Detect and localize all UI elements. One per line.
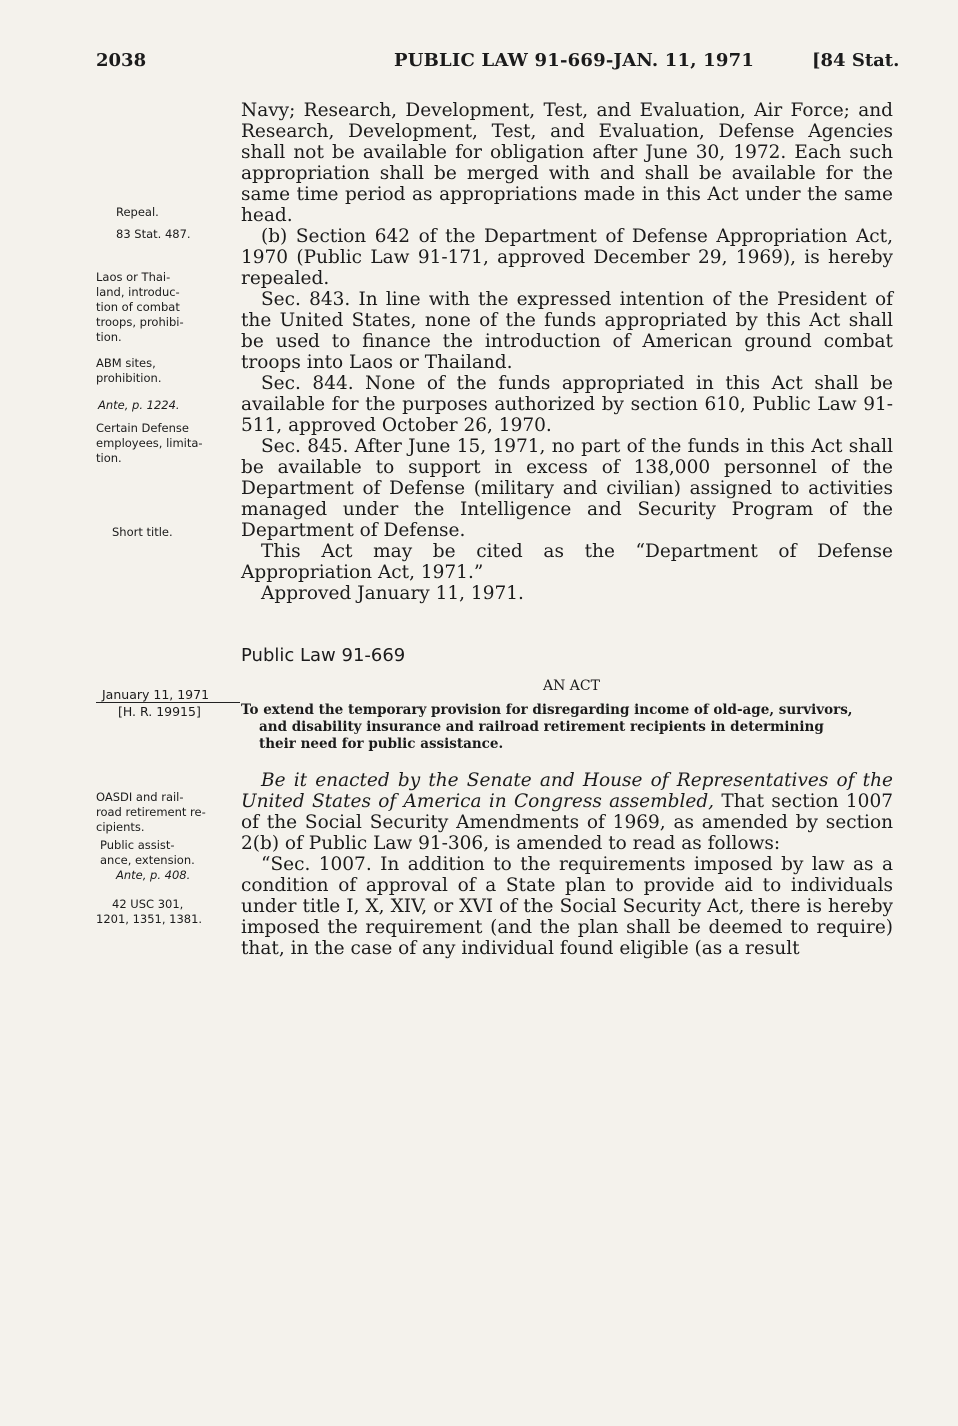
an-act-heading: AN ACT [543, 678, 600, 694]
sidenote-repeal: Repeal. [116, 205, 159, 219]
running-title: PUBLIC LAW 91-669-JAN. 11, 1971 [394, 50, 755, 71]
long-title: To extend the temporary provision for disregarding income of old-age, survivors, and disability insurance and railroad retirement recipients in determining their need for public assistance. [241, 702, 853, 752]
paragraph-short-title: This Act may be cited as the “Department of Defense Appropriation Act, 1971.” [241, 541, 893, 583]
main-text-lower [241, 770, 893, 959]
paragraph-sec-843: Sec. 843. In line with the expressed intention of the President of the United States, none of the funds appropriated by this Act shall be used to finance the introduction of American ground combat troops into Laos or Thailand. [241, 289, 893, 373]
sidenote-usc-citation: 42 USC 301, 1201, 1351, 1381. [96, 897, 203, 926]
sidenote-stat-reference: 83 Stat. 487. [116, 227, 191, 241]
enacting-clause: Be it enacted by the Senate and House of Representatives of the United States of America in Congress assembled, That section 1007 of the Social Security Amendments of 1969, as amended by section 2(b) of Public Law 91-306, is amended to read as follows: [241, 770, 893, 854]
paragraph-sec-845: Sec. 845. After June 15, 1971, no part of the funds in this Act shall be available to support in excess of 138,000 personnel of the Department of Defense (military and civilian) assigned to activities managed under the Intelligence and Security Program of the Department of Defense. [241, 436, 893, 541]
sidenote-public-assistance: Public assist- ance, extension. [100, 838, 195, 867]
sidenote-short-title: Short title. [112, 525, 173, 539]
sidenote-oasdi: OASDI and rail- road retirement re- cipients. [96, 790, 206, 834]
volume-reference: [84 Stat. [812, 50, 900, 71]
sidenote-ante-1224: Ante, p. 1224. [98, 398, 180, 412]
margin-rule [96, 702, 240, 703]
page-number: 2038 [96, 50, 147, 71]
main-text-upper [241, 100, 893, 604]
sidenote-defense-employees: Certain Defense employees, limita- tion. [96, 421, 203, 465]
sidenote-abm-sites: ABM sites, prohibition. [96, 356, 162, 385]
sidenote-laos-thailand: Laos or Thai- land, introduc- tion of combat troops, prohibi- tion. [96, 270, 184, 344]
enactment-date-and-bill: January 11, 1971 [H. R. 19915] [102, 687, 210, 719]
public-law-heading: Public Law 91-669 [241, 645, 406, 666]
paragraph-sec-1007: “Sec. 1007. In addition to the requirements imposed by law as a condition of approval of a State plan to provide aid to individuals under title I, X, XIV, or XVI of the Social Security Act, there is hereby imposed the requirement (and the plan shall be deemed to require) that, in the case of any individual found eligible (as a result [241, 854, 893, 959]
sidenote-ante-408: Ante, p. 408. [116, 868, 191, 882]
paragraph-sec-844: Sec. 844. None of the funds appropriated in this Act shall be available for the purposes authorized by section 610, Public Law 91-511, approved October 26, 1970. [241, 373, 893, 436]
paragraph-section-b: (b) Section 642 of the Department of Defense Appropriation Act, 1970 (Public Law 91-171, approved December 29, 1969), is hereby repealed. [241, 226, 893, 289]
approval-line: Approved January 11, 1971. [261, 583, 524, 604]
paragraph-continuation: Navy; Research, Development, Test, and Evaluation, Air Force; and Research, Development, Test, and Evaluation, Defense Agencies shall not be available for obligation after June 30, 1972. Each such appropriation shall be merged with and shall be available for the same time period as appropriations made in this Act under the same head. [241, 100, 893, 226]
